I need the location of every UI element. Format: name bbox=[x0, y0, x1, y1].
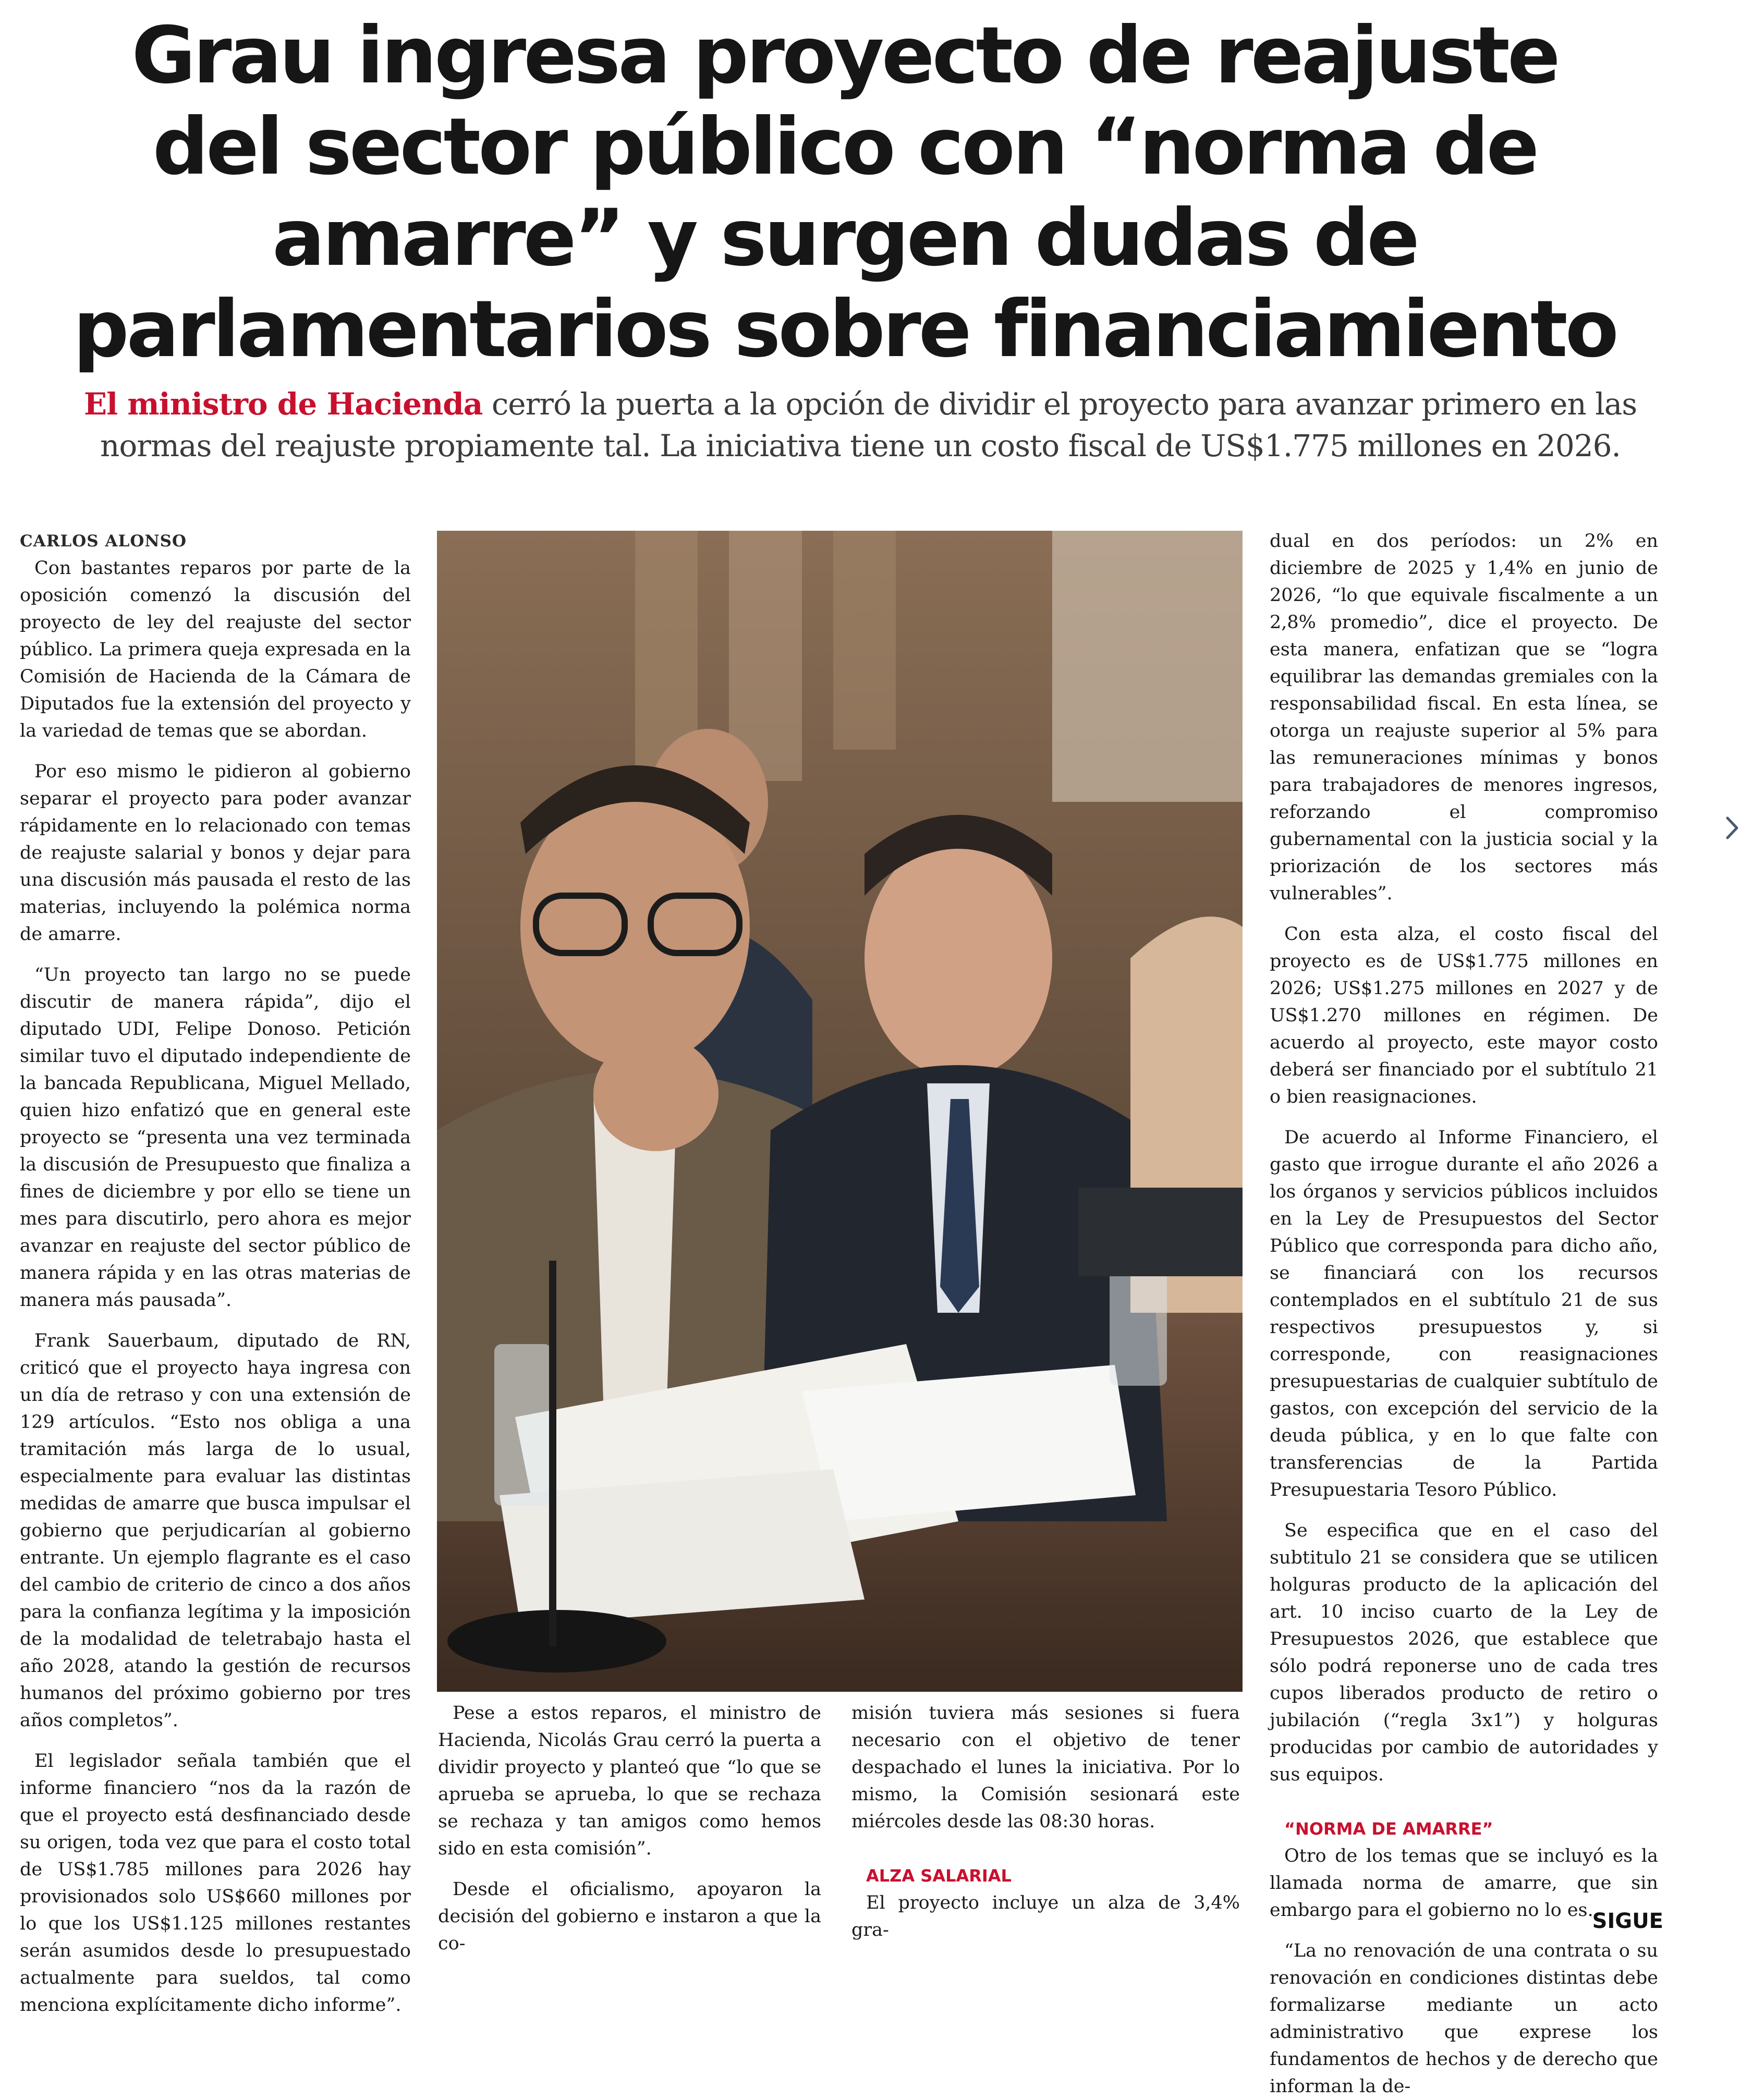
column-3 bbox=[851, 1700, 1240, 1944]
continues-label: SIGUE bbox=[1592, 1909, 1663, 1933]
paragraph: Con esta alza, el costo fiscal del proyecto es de US$1.775 millones en 2026; US$1.275 millones en 2027 y de US$1.270 millones en régimen. De acuerdo al proyecto, este mayor costo deberá ser financiado por el subtítulo 21 o bien reasignaciones. bbox=[1270, 924, 1658, 1107]
paragraph: El legislador señala también que el informe financiero “nos da la razón de que el proyecto está desfinanciado desde su origen, toda vez que para el costo total de US$1.785 millones para 2026 hay provisionados solo US$660 millones por lo que los US$1.125 millones restantes serán asumidos desde lo presupuestado actualmente para sueldos, tal como menciona explícitamente dicho informe”. bbox=[20, 1751, 411, 2016]
paragraph: Otro de los temas que se incluyó es la llamada norma de amarre, que sin embargo para el gobierno no lo es. bbox=[1270, 1846, 1658, 1921]
paragraph: “Un proyecto tan largo no se puede discutir de manera rápida”, dijo el diputado UDI, Felipe Donoso. Petición similar tuvo el diputado independiente de la bancada Republicana, Miguel Mellado, quien hizo enfatizó que en general este proyecto se “presenta una vez terminada la discusión de Presupuesto que finaliza a fines de diciembre y por ello se tiene un mes para discutirlo, pero ahora es mejor avanzar en reajuste del sector público de manera rápida y en las otras materias de manera más pausada”. bbox=[20, 964, 411, 1311]
deck-lead: El ministro de Hacienda bbox=[83, 386, 483, 422]
paragraph: “La no renovación de una contrata o su renovación en condiciones distintas debe formalizarse mediante un acto administrativo que exprese los fundamentos de hechos y de derecho que informan la de- bbox=[1270, 1940, 1658, 2097]
paragraph: misión tuviera más sesiones si fuera necesario con el objetivo de tener despachado el lunes la iniciativa. Por lo mismo, la Comisión sesionará este miércoles desde las 08:30 horas. bbox=[851, 1703, 1240, 1832]
chevron-right-icon bbox=[1724, 816, 1740, 842]
paragraph: Pese a estos reparos, el ministro de Hacienda, Nicolás Grau cerró la puerta a dividir proyecto y planteó que “lo que se aprueba se aprueba, lo que se rechaza se rechaza y tan amigos como hemos sido en esta comisión”. bbox=[438, 1703, 821, 1859]
paragraph: Por eso mismo le pidieron al gobierno separar el proyecto para poder avanzar rápidamente en lo relacionado con temas de reajuste salarial y bonos y dejar para una discusión más pausada el resto de las materias, incluyendo la polémica norma de amarre. bbox=[20, 761, 411, 945]
article-photo bbox=[437, 531, 1243, 1692]
paragraph: El proyecto incluye un alza de 3,4% gra- bbox=[851, 1893, 1240, 1940]
column-4 bbox=[1270, 528, 1658, 2100]
byline: CARLOS ALONSO bbox=[20, 532, 187, 551]
paragraph: Con bastantes reparos por parte de la oposición comenzó la discusión del proyecto de ley del reajuste del sector público. La primera queja expresada en la Comisión de Hacienda de la Cámara de Diputados fue la extensión del proyecto y la variedad de temas que se abordan. bbox=[20, 558, 411, 741]
deck bbox=[57, 383, 1663, 477]
headline: Grau ingresa proyecto de reajuste del sector público con “norma de amarre” y surgen dudas de parlamentarios sobre financiamiento bbox=[73, 10, 1616, 375]
subhead-norma-de-amarre: “NORMA DE AMARRE” bbox=[1284, 1819, 1493, 1839]
paragraph: Se especifica que en el caso del subtitulo 21 se considera que se utilicen holguras producto de la aplicación del art. 10 inciso cuarto de la Ley de Presupuestos 2026, que establece que sólo podrá reponerse uno de cada tres cupos liberados producto de retiro o jubilación (“regla 3x1”) y holguras producidas por cambio de autoridades y sus equipos. bbox=[1270, 1520, 1658, 1785]
column-2 bbox=[438, 1700, 821, 1957]
paragraph: De acuerdo al Informe Financiero, el gasto que irrogue durante el año 2026 a los órganos y servicios públicos incluidos en la Ley de Presupuestos del Sector Público que corresponda para dicho año, se financiará con los recursos contemplados en el subtítulo 21 de sus respectivos presupuestos y, si corresponde, con reasignaciones presupuestarias de cualquier subtítulo de gastos, con excepción del servicio de la deuda pública, y en lo que falte con transferencias de la Partida Presupuestaria Tesoro Público. bbox=[1270, 1127, 1658, 1500]
column-1 bbox=[20, 528, 411, 2019]
subhead-alza-salarial: ALZA SALARIAL bbox=[866, 1866, 1012, 1886]
paragraph: Desde el oficialismo, apoyaron la decisión del gobierno e instaron a que la co- bbox=[438, 1879, 821, 1954]
next-page-button[interactable] bbox=[1721, 813, 1744, 845]
paragraph: dual en dos períodos: un 2% en diciembre de 2025 y 1,4% en junio de 2026, “lo que equivale fiscalmente a un 2,8% promedio”, dice el proyecto. De esta manera, enfatizan que se “logra equilibrar las demandas gremiales con la responsabilidad fiscal. En esta línea, se otorga un reajuste superior al 5% para las remuneraciones mínimas y bonos para trabajadores de menores ingresos, reforzando el compromiso gubernamental con la justicia social y la priorización de los sectores más vulnerables”. bbox=[1270, 531, 1658, 904]
paragraph: Frank Sauerbaum, diputado de RN, criticó que el proyecto haya ingresa con un día de retraso y con una extensión de 129 artículos. “Esto nos obliga a una tramitación más larga de lo usual, especialmente para evaluar las distintas medidas de amarre que busca impulsar el gobierno que perjudicarían al gobierno entrante. Un ejemplo flagrante es el caso del cambio de criterio de cinco a dos años para la confianza legítima y la imposición de la modalidad de teletrabajo hasta el año 2028, atando la gestión de recursos humanos del próximo gobierno por tres años completos”. bbox=[20, 1330, 411, 1731]
deck-text: cerró la puerta a la opción de dividir el proyecto para avanzar primero en las normas del reajuste propiamente tal. La iniciativa tiene un costo fiscal de US$1.775 millones en 2026. bbox=[100, 386, 1637, 463]
